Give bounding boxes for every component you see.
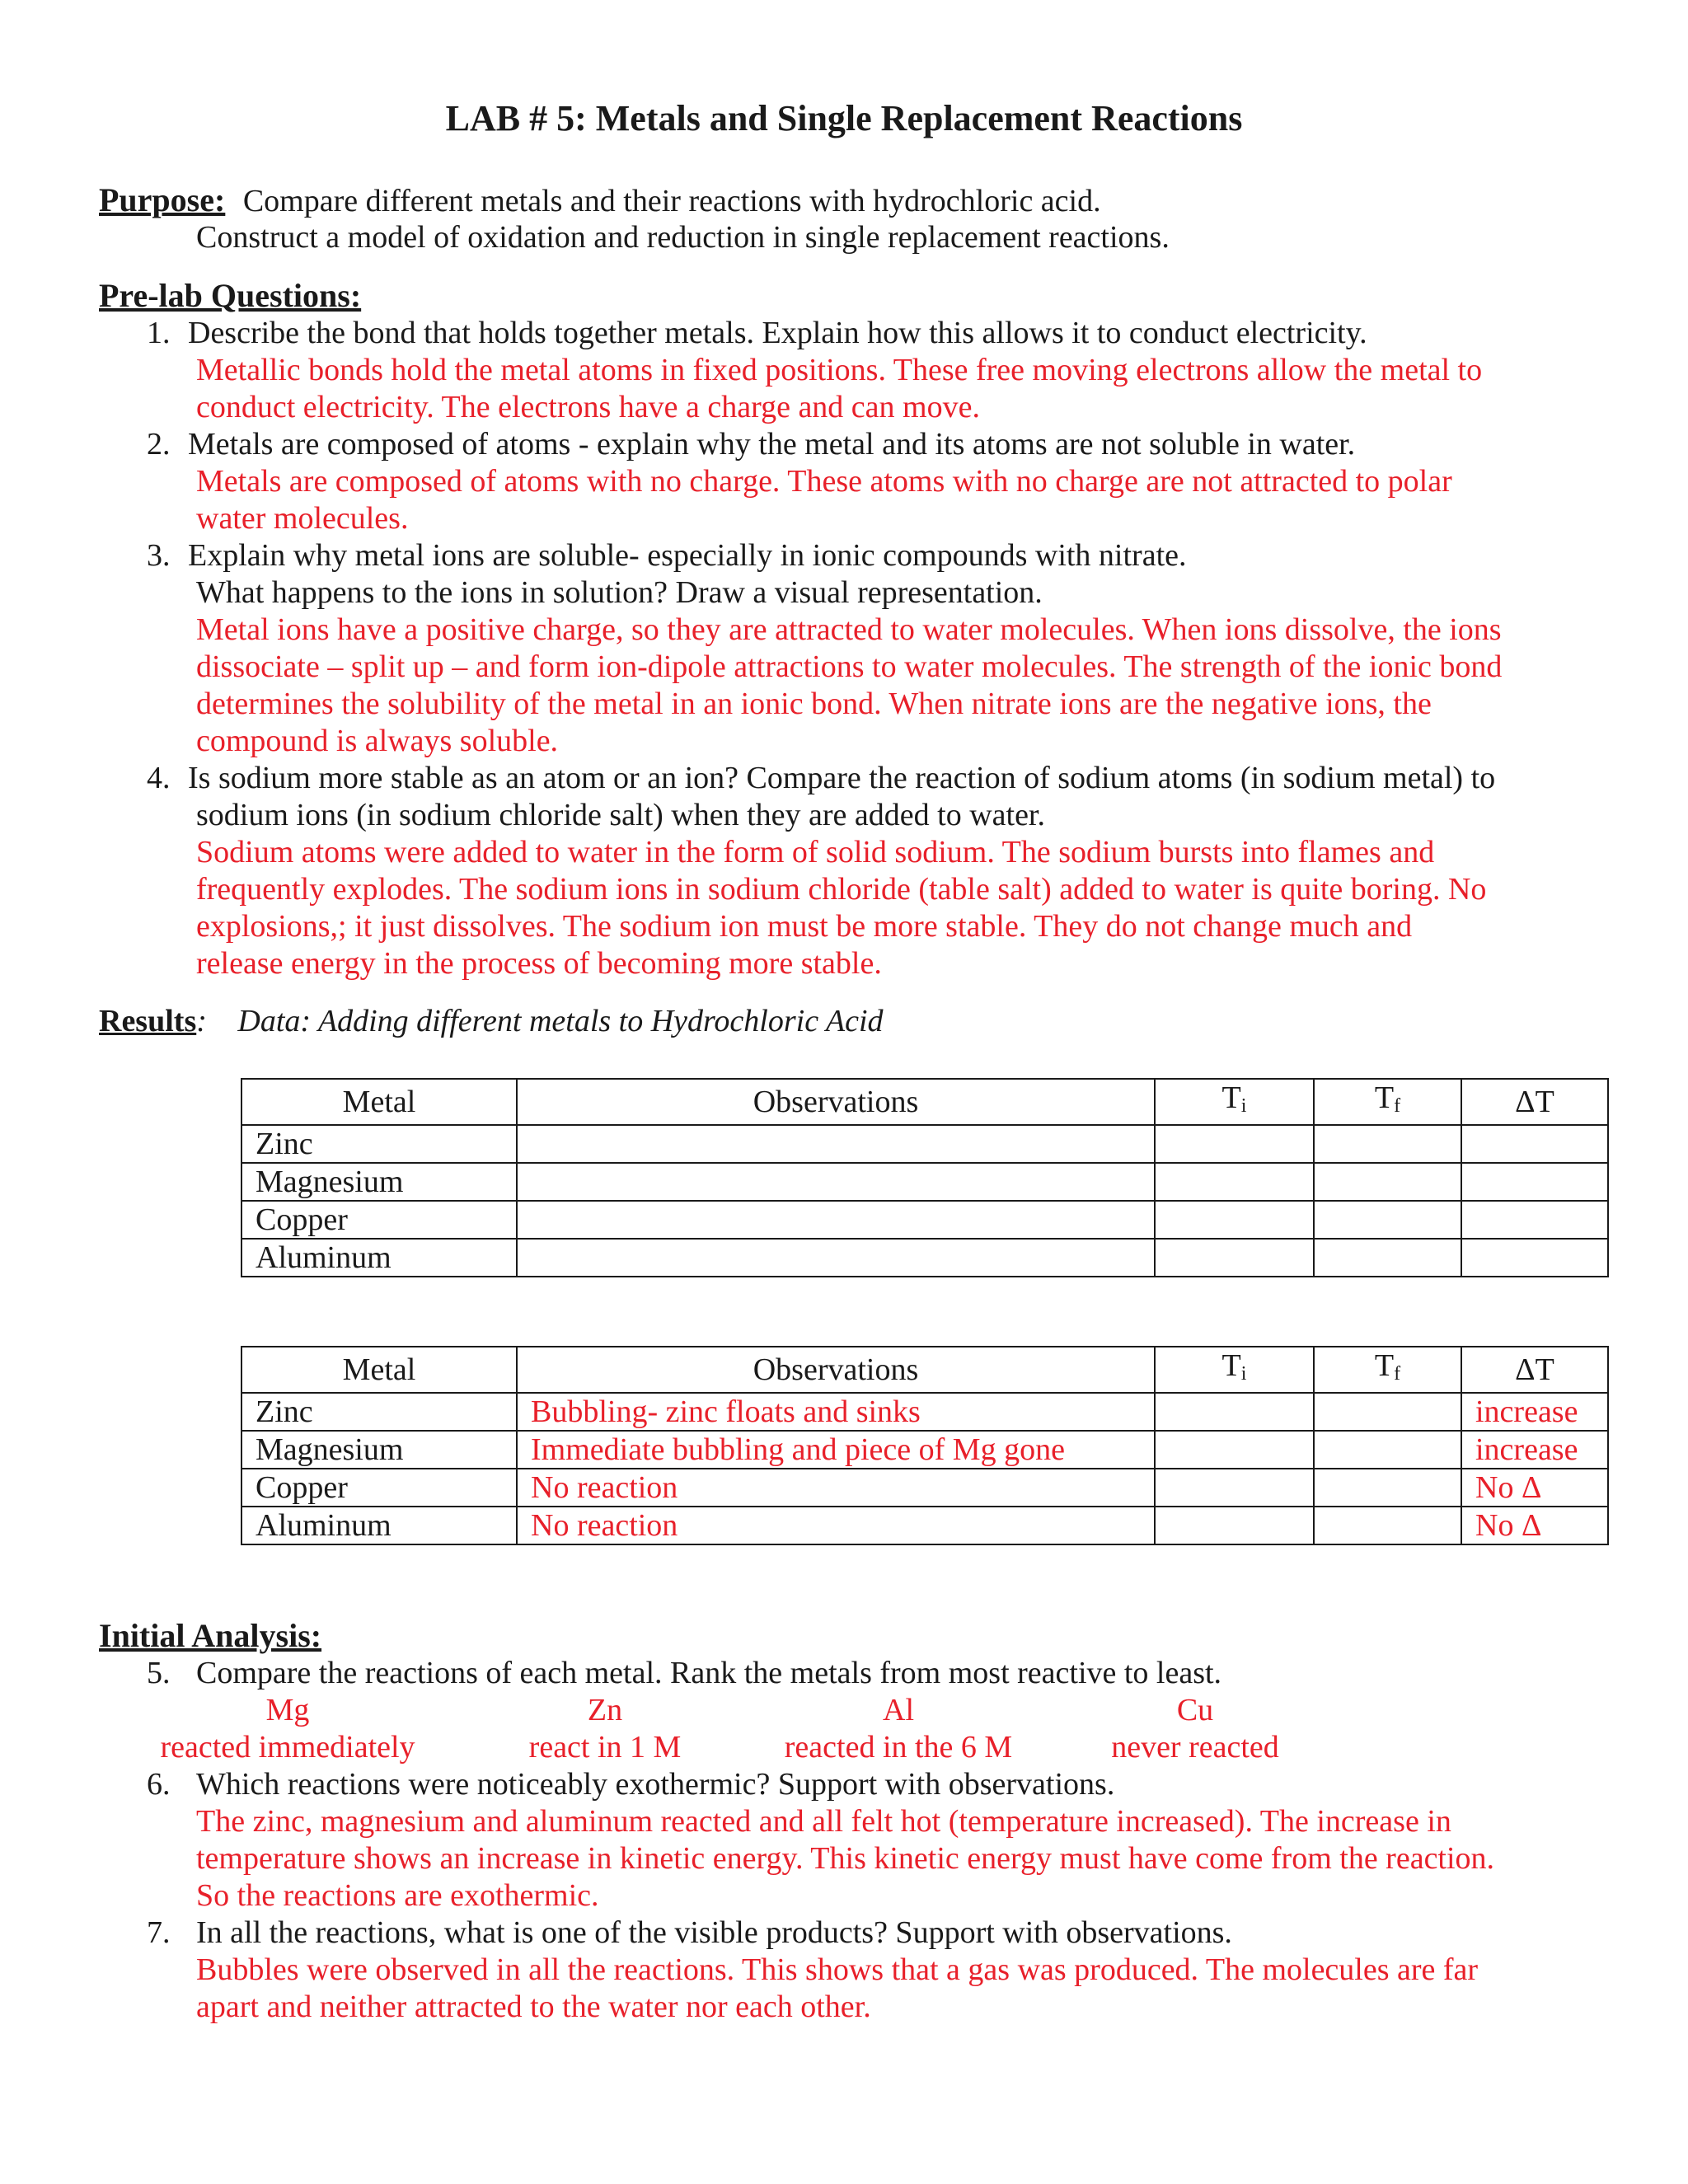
results-table-filled: [241, 1346, 1609, 1545]
q4-text: Is sodium more stable as an atom or an ion? Compare the reaction of sodium atoms (in sodium metal) to: [188, 761, 1496, 795]
purpose-line: [99, 181, 1101, 220]
header-tf: $T_f$: [1314, 1079, 1461, 1125]
table-row: [241, 1469, 1608, 1507]
q3-answer-line: determines the solubility of the metal in an ionic bond. When nitrate ions are the negative ions, the: [196, 687, 1432, 721]
cell-metal: Magnesium: [241, 1163, 517, 1201]
header-observations: Observations: [517, 1079, 1155, 1125]
rank-metal: Mg: [265, 1693, 310, 1727]
cell-metal: Copper: [241, 1201, 517, 1239]
cell-ti[interactable]: [1155, 1163, 1314, 1201]
cell-metal: Copper: [241, 1469, 517, 1507]
cell-delta-t[interactable]: [1461, 1201, 1608, 1239]
header-delta-t: ΔT: [1461, 1347, 1608, 1393]
table-header-row: [241, 1347, 1608, 1393]
cell-tf[interactable]: [1314, 1163, 1461, 1201]
cell-tf: [1314, 1469, 1461, 1507]
results-label: Results: [99, 1004, 197, 1038]
cell-delta-t[interactable]: [1461, 1239, 1608, 1277]
cell-tf[interactable]: [1314, 1201, 1461, 1239]
rank-metal: Al: [883, 1693, 914, 1727]
cell-observations[interactable]: [517, 1239, 1155, 1277]
q5-number: 5.: [147, 1656, 171, 1690]
q3-answer-line: dissociate – split up – and form ion-dipole attractions to water molecules. The strength of the ionic bond: [196, 649, 1503, 684]
table-header-row: [241, 1079, 1608, 1125]
page-title: LAB # 5: Metals and Single Replacement Reactions: [445, 98, 1243, 138]
purpose-label: Purpose:: [99, 181, 226, 218]
q3-number: 3.: [147, 538, 171, 573]
q2-answer-line: water molecules.: [196, 501, 409, 536]
table-row: [241, 1393, 1608, 1431]
q4-answer-line: Sodium atoms were added to water in the form of solid sodium. The sodium bursts into flames and: [196, 835, 1435, 869]
results-line: [99, 1003, 884, 1040]
cell-delta-t: No Δ: [1461, 1507, 1608, 1544]
purpose-text-1: Compare different metals and their reactions with hydrochloric acid.: [242, 184, 1101, 218]
results-caption: Data: Adding different metals to Hydrochloric Acid: [237, 1004, 884, 1038]
q6-text: Which reactions were noticeably exothermic? Support with observations.: [196, 1767, 1115, 1802]
rank-metal: Cu: [1176, 1693, 1214, 1727]
table-row: [241, 1201, 1608, 1239]
rank-note: reacted in the 6 M: [784, 1730, 1013, 1765]
q7-number: 7.: [147, 1915, 171, 1950]
analysis-heading: Initial Analysis:: [99, 1617, 322, 1654]
q5-text: Compare the reactions of each metal. Rank the metals from most reactive to least.: [196, 1656, 1222, 1690]
q4-answer-line: release energy in the process of becoming more stable.: [196, 946, 882, 981]
cell-observations: No reaction: [517, 1507, 1155, 1544]
q3-answer-line: compound is always soluble.: [196, 724, 559, 758]
cell-delta-t: No Δ: [1461, 1469, 1608, 1507]
q2-number: 2.: [147, 427, 171, 462]
q4-text-2: sodium ions (in sodium chloride salt) when they are added to water.: [196, 798, 1045, 832]
q6-answer-line: The zinc, magnesium and aluminum reacted and all felt hot (temperature increased). The increase in: [196, 1804, 1451, 1839]
table-row: [241, 1431, 1608, 1469]
cell-delta-t: increase: [1461, 1431, 1608, 1469]
table-row: [241, 1125, 1608, 1163]
cell-delta-t: increase: [1461, 1393, 1608, 1431]
q4-answer-line: frequently explodes. The sodium ions in sodium chloride (table salt) added to water is quite boring. No: [196, 872, 1487, 907]
q7-answer-line: Bubbles were observed in all the reactions. This shows that a gas was produced. The molecules are far: [196, 1952, 1479, 1987]
cell-observations: No reaction: [517, 1469, 1155, 1507]
cell-ti: [1155, 1393, 1314, 1431]
prelab-heading: Pre-lab Questions:: [99, 277, 362, 314]
q2-text: Metals are composed of atoms - explain why the metal and its atoms are not soluble in water.: [188, 427, 1356, 462]
cell-ti: [1155, 1507, 1314, 1544]
cell-delta-t[interactable]: [1461, 1125, 1608, 1163]
q4-answer-line: explosions,; it just dissolves. The sodium ion must be more stable. They do not change much and: [196, 909, 1413, 944]
cell-tf[interactable]: [1314, 1125, 1461, 1163]
cell-metal: Aluminum: [241, 1507, 517, 1544]
cell-delta-t[interactable]: [1461, 1163, 1608, 1201]
q1-answer-line: conduct electricity. The electrons have a charge and can move.: [196, 390, 980, 424]
cell-ti: [1155, 1431, 1314, 1469]
table-row: [241, 1163, 1608, 1201]
header-observations: Observations: [517, 1347, 1155, 1393]
purpose-text-2: Construct a model of oxidation and reduction in single replacement reactions.: [196, 220, 1170, 255]
header-ti: $T_i$: [1155, 1347, 1314, 1393]
cell-observations[interactable]: [517, 1201, 1155, 1239]
header-tf: $T_f$: [1314, 1347, 1461, 1393]
results-table-blank: [241, 1078, 1609, 1277]
cell-ti[interactable]: [1155, 1239, 1314, 1277]
cell-ti: [1155, 1469, 1314, 1507]
cell-observations: Immediate bubbling and piece of Mg gone: [517, 1431, 1155, 1469]
cell-tf: [1314, 1393, 1461, 1431]
header-ti: $T_i$: [1155, 1079, 1314, 1125]
cell-tf: [1314, 1507, 1461, 1544]
q3-text: Explain why metal ions are soluble- especially in ionic compounds with nitrate.: [188, 538, 1187, 573]
q6-number: 6.: [147, 1767, 171, 1802]
results-colon: :: [196, 1004, 207, 1038]
q4-number: 4.: [147, 761, 171, 795]
cell-observations[interactable]: [517, 1125, 1155, 1163]
header-metal: Metal: [241, 1347, 517, 1393]
cell-metal: Zinc: [241, 1393, 517, 1431]
q3-answer-line: Metal ions have a positive charge, so they are attracted to water molecules. When ions dissolve, the ions: [196, 612, 1502, 647]
cell-ti[interactable]: [1155, 1201, 1314, 1239]
cell-tf[interactable]: [1314, 1239, 1461, 1277]
q2-answer-line: Metals are composed of atoms with no charge. These atoms with no charge are not attracted to polar: [196, 464, 1452, 499]
cell-metal: Magnesium: [241, 1431, 517, 1469]
q3-text-2: What happens to the ions in solution? Draw a visual representation.: [196, 575, 1043, 610]
q1-answer-line: Metallic bonds hold the metal atoms in fixed positions. These free moving electrons allow the metal to: [196, 353, 1483, 387]
cell-metal: Aluminum: [241, 1239, 517, 1277]
q6-answer-line: temperature shows an increase in kinetic energy. This kinetic energy must have come from the reaction.: [196, 1841, 1495, 1876]
q7-text: In all the reactions, what is one of the visible products? Support with observations.: [196, 1915, 1232, 1950]
rank-note: react in 1 M: [528, 1730, 682, 1765]
cell-metal: Zinc: [241, 1125, 517, 1163]
table-row: [241, 1507, 1608, 1544]
table-row: [241, 1239, 1608, 1277]
header-delta-t: ΔT: [1461, 1079, 1608, 1125]
cell-tf: [1314, 1431, 1461, 1469]
cell-observations[interactable]: [517, 1163, 1155, 1201]
rank-note: never reacted: [1111, 1730, 1279, 1765]
rank-metal: Zn: [587, 1693, 623, 1727]
q1-text: Describe the bond that holds together metals. Explain how this allows it to conduct electricity.: [188, 316, 1367, 350]
rank-note: reacted immediately: [160, 1730, 415, 1765]
header-metal: Metal: [241, 1079, 517, 1125]
cell-observations: Bubbling- zinc floats and sinks: [517, 1393, 1155, 1431]
q1-number: 1.: [147, 316, 171, 350]
q6-answer-line: So the reactions are exothermic.: [196, 1878, 599, 1913]
q7-answer-line: apart and neither attracted to the water nor each other.: [196, 1990, 871, 2024]
cell-ti[interactable]: [1155, 1125, 1314, 1163]
